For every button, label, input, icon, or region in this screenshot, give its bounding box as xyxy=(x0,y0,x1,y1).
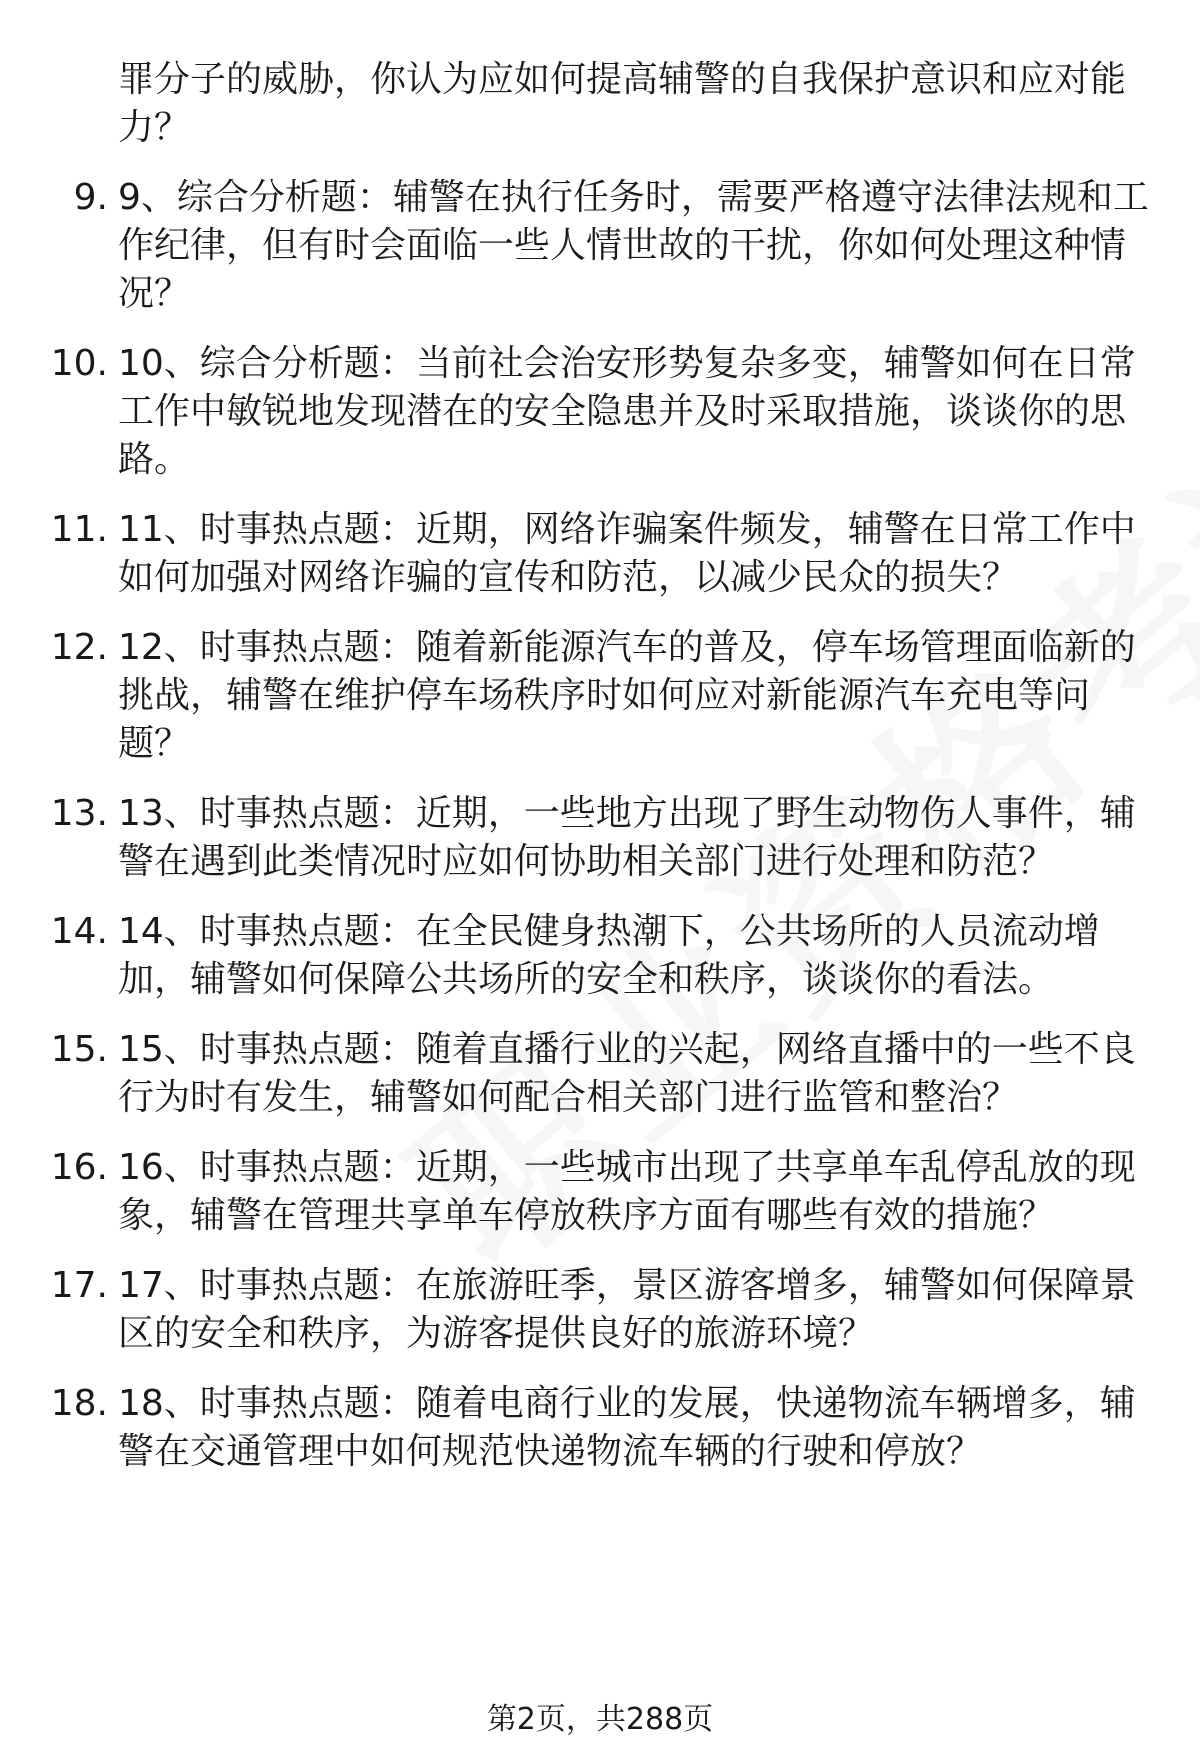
item-line: 行为时有发生，辅警如何配合相关部门进行监管和整治？ xyxy=(118,1077,1019,1118)
item-number: 10. xyxy=(50,343,108,384)
item-line: 况？ xyxy=(118,273,191,314)
page-footer: 第2页，共288页 xyxy=(486,1702,714,1737)
item-number: 16. xyxy=(50,1147,108,1188)
item-line: 15、时事热点题：随着直播行业的兴起，网络直播中的一些不良 xyxy=(118,1029,1136,1070)
item-number: 12. xyxy=(50,627,108,668)
item-line: 11、时事热点题：近期，网络诈骗案件频发，辅警在日常工作中 xyxy=(118,509,1136,550)
item-line: 18、时事热点题：随着电商行业的发展，快递物流车辆增多，辅 xyxy=(118,1383,1136,1424)
intro-line: 力？ xyxy=(118,107,191,148)
item-number: 15. xyxy=(50,1029,108,1070)
item-line: 区的安全和秩序，为游客提供良好的旅游环境？ xyxy=(118,1313,875,1354)
item-number: 9. xyxy=(73,177,108,218)
item-line: 12、时事热点题：随着新能源汽车的普及，停车场管理面临新的 xyxy=(118,627,1136,668)
item-line: 17、时事热点题：在旅游旺季，景区游客增多，辅警如何保障景 xyxy=(118,1265,1136,1306)
item-line: 如何加强对网络诈骗的宣传和防范，以减少民众的损失？ xyxy=(118,557,1019,598)
item-line: 16、时事热点题：近期，一些城市出现了共享单车乱停乱放的现 xyxy=(118,1147,1136,1188)
item-line: 工作中敏锐地发现潜在的安全隐患并及时采取措施，谈谈你的思 xyxy=(118,391,1127,432)
item-line: 10、综合分析题：当前社会治安形势复杂多变，辅警如何在日常 xyxy=(118,343,1136,384)
item-line: 作纪律，但有时会面临一些人情世故的干扰，你如何处理这种情 xyxy=(118,225,1127,266)
intro-line: 罪分子的威胁，你认为应如何提高辅警的自我保护意识和应对能 xyxy=(118,59,1127,100)
item-line: 路。 xyxy=(118,439,191,480)
item-number: 14. xyxy=(50,911,108,952)
item-line: 挑战，辅警在维护停车场秩序时如何应对新能源汽车充电等问 xyxy=(118,675,1091,716)
item-number: 11. xyxy=(50,509,108,550)
item-number: 18. xyxy=(50,1383,108,1424)
item-line: 象，辅警在管理共享单车停放秩序方面有哪些有效的措施？ xyxy=(118,1195,1055,1236)
item-number: 17. xyxy=(50,1265,108,1306)
item-line: 题？ xyxy=(118,723,191,764)
item-line: 警在遇到此类情况时应如何协助相关部门进行处理和防范？ xyxy=(118,841,1055,882)
item-line: 9、综合分析题：辅警在执行任务时，需要严格遵守法律法规和工 xyxy=(118,177,1149,218)
item-line: 警在交通管理中如何规范快递物流车辆的行驶和停放？ xyxy=(118,1431,983,1472)
item-line: 14、时事热点题：在全民健身热潮下，公共场所的人员流动增 xyxy=(118,911,1100,952)
item-number: 13. xyxy=(50,793,108,834)
item-line: 13、时事热点题：近期，一些地方出现了野生动物伤人事件，辅 xyxy=(118,793,1136,834)
item-line: 加，辅警如何保障公共场所的安全和秩序，谈谈你的看法。 xyxy=(118,959,1055,1000)
